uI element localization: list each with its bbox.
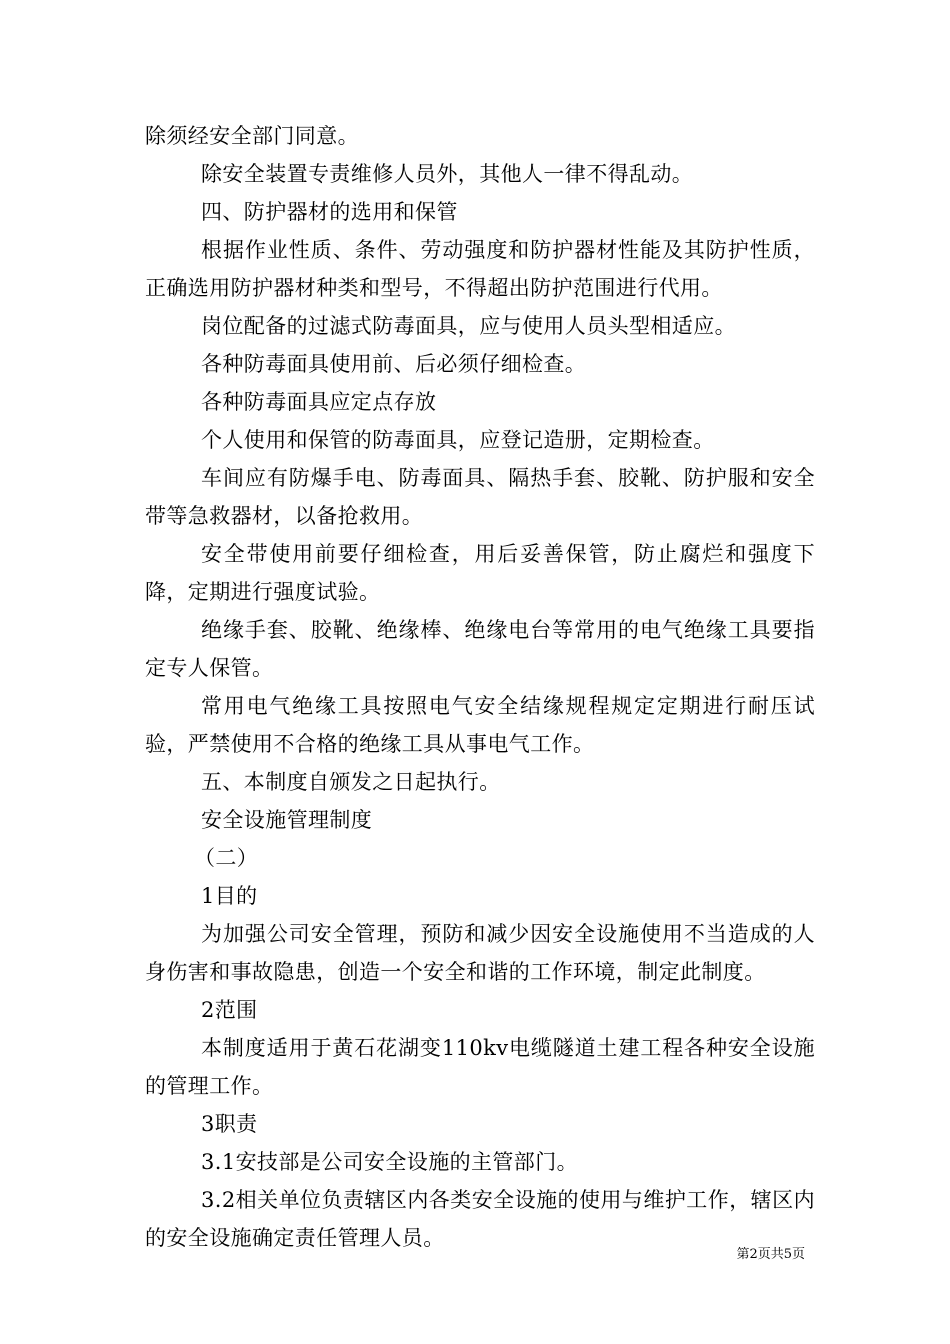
paragraph: 各种防毒面具应定点存放 xyxy=(201,390,437,414)
paragraph: 个人使用和保管的防毒面具，应登记造册，定期检查。 xyxy=(201,428,715,452)
section-heading: 四、防护器材的选用和保管 xyxy=(201,200,458,224)
section-heading: 1目的 xyxy=(201,884,258,908)
section-heading: 2范围 xyxy=(201,998,258,1022)
paragraph: 3.2相关单位负责辖区内各类安全设施的使用与维护工作，辖区内的安全设施确定责任管理人员。 xyxy=(145,1188,815,1250)
page-number-footer: 第2页共5页 xyxy=(736,1247,805,1262)
paragraph: 3.1安技部是公司安全设施的主管部门。 xyxy=(201,1150,578,1174)
paragraph: 安全带使用前要仔细检查，用后妥善保管，防止腐烂和强度下降，定期进行强度试验。 xyxy=(145,542,815,604)
document-title: 安全设施管理制度 xyxy=(201,808,373,832)
paragraph: 为加强公司安全管理，预防和减少因安全设施使用不当造成的人身伤害和事故隐患，创造一个安全和谐的工作环境，制定此制度。 xyxy=(145,922,815,984)
paragraph: 岗位配备的过滤式防毒面具，应与使用人员头型相适应。 xyxy=(201,314,736,338)
paragraph: 常用电气绝缘工具按照电气安全结缘规程规定定期进行耐压试验，严禁使用不合格的绝缘工具从事电气工作。 xyxy=(145,694,815,756)
paragraph: 绝缘手套、胶靴、绝缘棒、绝缘电台等常用的电气绝缘工具要指定专人保管。 xyxy=(145,618,815,680)
document-subtitle: （二） xyxy=(194,846,259,870)
paragraph: 除安全装置专责维修人员外，其他人一律不得乱动。 xyxy=(201,162,694,186)
section-heading: 五、本制度自颁发之日起执行。 xyxy=(201,770,501,794)
section-heading: 3职责 xyxy=(201,1112,258,1136)
paragraph: 车间应有防爆手电、防毒面具、隔热手套、胶靴、防护服和安全带等急救器材，以备抢救用。 xyxy=(145,466,815,528)
paragraph: 除须经安全部门同意。 xyxy=(145,124,359,148)
paragraph: 各种防毒面具使用前、后必须仔细检查。 xyxy=(201,352,587,376)
paragraph: 根据作业性质、条件、劳动强度和防护器材性能及其防护性质，正确选用防护器材种类和型号，不得超出防护范围进行代用。 xyxy=(145,238,815,300)
document-body xyxy=(145,117,815,1257)
paragraph: 本制度适用于黄石花湖变110kv电缆隧道土建工程各种安全设施的管理工作。 xyxy=(145,1036,815,1098)
